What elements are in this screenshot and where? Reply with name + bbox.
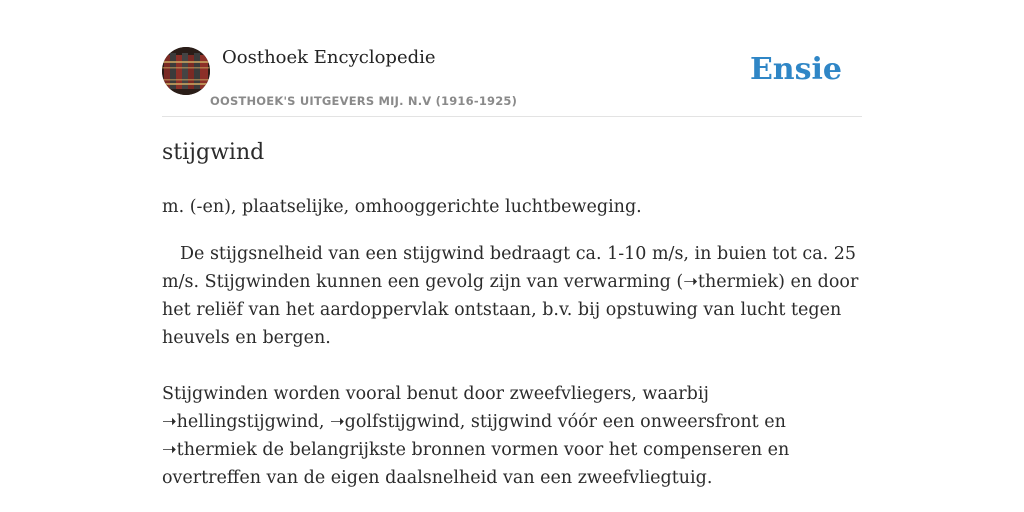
publication-title[interactable]: Oosthoek Encyclopedie [222,47,436,68]
entry-headword: stijgwind [162,140,265,165]
paragraph-text: Stijgwinden worden vooral benut door zweefvliegers, waarbij [162,384,709,404]
xref-thermiek-link[interactable]: ➝thermiek [683,272,779,292]
xref-golfstijgwind-link[interactable]: ➝golfstijgwind [329,412,460,432]
paragraph-text: , stijgwind vóór een onweersfront en [459,412,786,432]
entry-content [162,193,862,492]
entry-definition: m. (-en), plaatselijke, omhooggerichte luchtbeweging. [162,197,642,217]
paragraph-text: de belangrijkste bronnen vormen voor het compenseren en overtreffen van de eigen daalsnelheid van een zweefvliegtuig. [162,440,790,488]
paragraph-text: De stijgsnelheid van een stijgwind bedraagt ca. 1-10 m/s, in buien tot ca. 25 m/s. Stijgwinden kunnen een gevolg zijn van verwarming ( [162,244,857,292]
paragraph-text: ) en door het reliëf van het aardoppervlak ontstaan, b.v. bij opstuwing van lucht tegen heuvels en bergen. [162,272,859,348]
paragraph-text: , [318,412,330,432]
encyclopedia-books-icon[interactable] [162,47,210,95]
ensie-logo-link[interactable]: Ensie [749,52,842,87]
entry-paragraph-2 [162,380,862,492]
publisher-subtitle: OOSTHOEK'S UITGEVERS MIJ. N.V (1916-1925) [210,94,518,108]
xref-hellingstijgwind-link[interactable]: ➝hellingstijgwind [162,412,319,432]
entry-paragraph-1 [162,240,862,352]
site-header [162,44,862,117]
xref-thermiek-link[interactable]: ➝thermiek [162,440,257,460]
